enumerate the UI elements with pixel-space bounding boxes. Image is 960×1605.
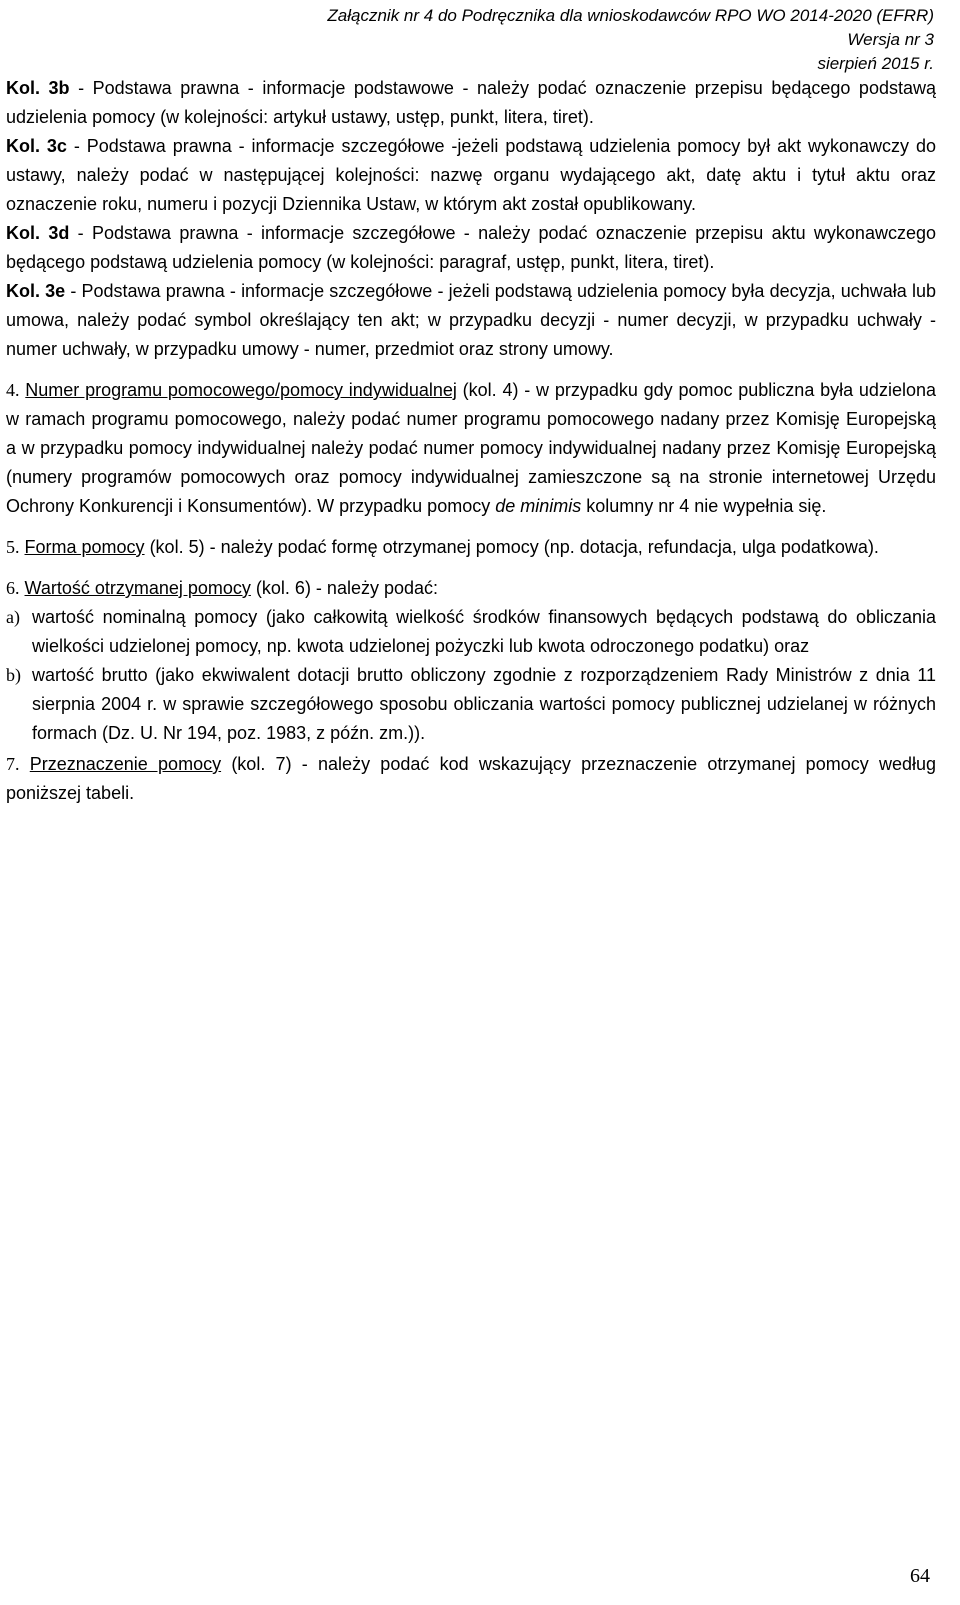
- list-marker: b): [6, 665, 21, 685]
- list-item-text: wartość nominalną pomocy (jako całkowitą wielkość środków finansowych będących podstawą do obliczania wielkości udzielonej pomocy, np. kwota udzielonej pożyczki lub kwota odroczonego podatku) oraz: [32, 607, 936, 656]
- col-label: 3c: [46, 136, 67, 156]
- paragraph-col-3c: [6, 132, 936, 219]
- section-text: (kol. 7) - należy podać kod wskazujący przeznaczenie otrzymanej pomocy według poniższej tabeli.: [6, 754, 936, 803]
- section-title: Wartość otrzymanej pomocy: [24, 578, 251, 598]
- section-italic-term: de minimis: [495, 496, 582, 516]
- page-number: 64: [910, 1565, 930, 1587]
- header-attachment-title: Załącznik nr 4 do Podręcznika dla wnioskodawców RPO WO 2014-2020 (EFRR): [327, 6, 934, 25]
- section-4: [6, 376, 936, 521]
- col-prefix: Kol.: [6, 136, 40, 156]
- list-item: [6, 661, 936, 748]
- section-number: 6.: [6, 578, 20, 598]
- section-text: (kol. 6) - należy podać:: [250, 578, 439, 598]
- col-label: 3b: [48, 78, 70, 98]
- section-title: Przeznaczenie pomocy: [29, 754, 222, 774]
- section-title: Numer programu pomocowego/pomocy indywidualnej: [25, 380, 457, 400]
- section-number: 5.: [6, 537, 20, 557]
- header-date: sierpień 2015 r.: [817, 54, 934, 73]
- section-6: [6, 574, 936, 603]
- paragraph-col-3d: [6, 219, 936, 277]
- paragraph-text: - Podstawa prawna - informacje szczegółowe -jeżeli podstawą udzielenia pomocy był akt wykonawczy do ustawy, należy podać w następującej kolejności: nazwę organu wydającego akt, datę aktu i tytuł aktu oraz oznaczenie roku, numeru i pozycji Dziennika Ustaw, w którym akt został opublikowany.: [6, 136, 936, 214]
- list-item: [6, 603, 936, 661]
- col-prefix: Kol.: [6, 78, 40, 98]
- header-version: Wersja nr 3: [847, 30, 934, 49]
- section-7: [6, 750, 936, 808]
- section-5: [6, 533, 936, 562]
- col-label: 3e: [45, 281, 66, 301]
- list-item-text: wartość brutto (jako ekwiwalent dotacji brutto obliczony zgodnie z rozporządzeniem Rady Ministrów z dnia 11 sierpnia 2004 r. w sprawie szczegółowego sposobu obliczania wartości pomocy publicznej udzielanej w różnych formach (Dz. U. Nr 194, poz. 1983, z późn. zm.)).: [32, 665, 936, 743]
- page-header: [327, 4, 934, 76]
- paragraph-text: - Podstawa prawna - informacje szczegółowe - jeżeli podstawą udzielenia pomocy była decyzja, uchwała lub umowa, należy podać symbol określający ten akt; w przypadku decyzji - numer decyzji, w przypadku uchwały - numer uchwały, w przypadku umowy - numer, przedmiot oraz strony umowy.: [6, 281, 936, 359]
- section-title: Forma pomocy: [24, 537, 145, 557]
- col-prefix: Kol.: [6, 281, 40, 301]
- section-number: 7.: [6, 754, 20, 774]
- list-marker: a): [6, 607, 20, 627]
- section-text: (kol. 4) - w przypadku gdy pomoc publiczna była udzielona w ramach programu pomocowego, należy podać numer programu pomocowego nadany przez Komisję Europejską a w przypadku pomocy indywidualnej należy podać numer pomocy indywidualnej nadany przez Komisję Europejską (numery programów pomocowych oraz pomocy indywidualnej zamieszczone są na stronie internetowej Urzędu Ochrony Konkurencji i Konsumentów). W przypadku pomocy: [6, 380, 936, 516]
- col-label: 3d: [48, 223, 70, 243]
- col-prefix: Kol.: [6, 223, 40, 243]
- paragraph-text: - Podstawa prawna - informacje szczegółowe - należy podać oznaczenie przepisu aktu wykonawczego będącego podstawą udzielenia pomocy (w kolejności: paragraf, ustęp, punkt, litera, tiret).: [6, 223, 936, 272]
- paragraph-col-3e: [6, 277, 936, 364]
- section-text-end: kolumny nr 4 nie wypełnia się.: [581, 496, 827, 516]
- section-text: (kol. 5) - należy podać formę otrzymanej pomocy (np. dotacja, refundacja, ulga podatkowa).: [144, 537, 879, 557]
- paragraph-text: - Podstawa prawna - informacje podstawowe - należy podać oznaczenie przepisu będącego podstawą udzielenia pomocy (w kolejności: artykuł ustawy, ustęp, punkt, litera, tiret).: [6, 78, 936, 127]
- document-body: [6, 74, 936, 808]
- section-number: 4.: [6, 380, 20, 400]
- paragraph-col-3b: [6, 74, 936, 132]
